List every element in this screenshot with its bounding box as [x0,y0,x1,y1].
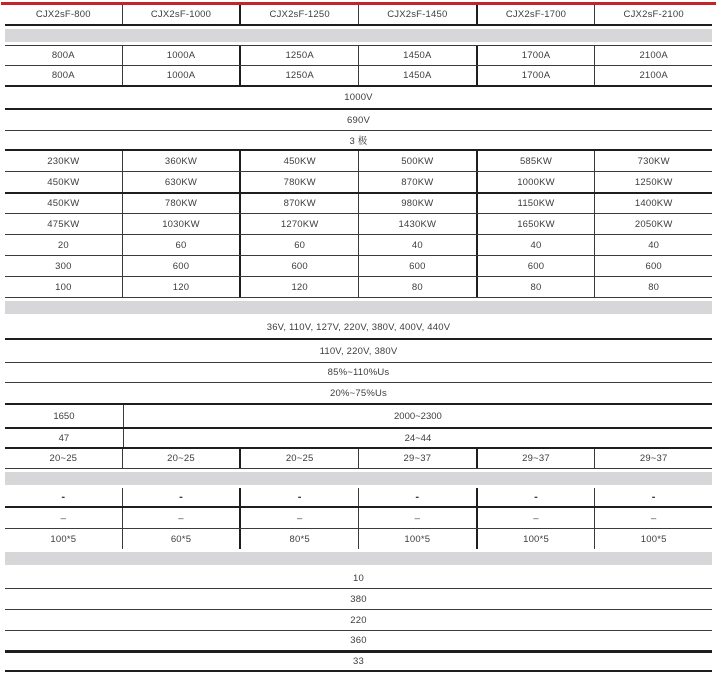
table-row [5,363,712,383]
table-cell: 80 [358,277,476,297]
header-cell: CJX2sF-2100 [594,5,712,24]
table-cell: 600 [122,256,240,276]
table-row [5,488,712,508]
table-cell: 1270KW [239,214,358,234]
table-cell: 80 [476,277,595,297]
table-cell: 40 [594,235,712,255]
table-row [5,449,712,469]
table-row [5,405,712,429]
header-cell: CJX2sF-1250 [239,5,358,24]
merged-cell: 10 [353,572,364,584]
table-cell: 2100A [594,66,712,85]
merged-cell: 85%~110%Us [327,367,390,378]
table-cell: 360KW [122,151,240,171]
table-cell: 1700A [476,46,595,65]
merged-cell: 20%~75%Us [330,387,387,399]
table-row [5,194,712,214]
header-cell: CJX2sF-800 [35,9,91,20]
header-cell: CJX2sF-1000 [122,5,240,24]
header-cell: CJX2sF-1700 [476,5,595,24]
table-cell: 300 [55,260,72,272]
table-cell: 1000A [122,66,240,85]
table-row [5,256,712,277]
table-cell: 29~37 [358,449,476,468]
table-cell: 600 [476,256,595,276]
table-cell: 600 [239,256,358,276]
table-cell: 450KW [239,151,358,171]
table-cell: 870KW [358,172,476,192]
table-cell: 475KW [47,218,80,230]
table-cell: 730KW [594,151,712,171]
row-label-cell: 47 [58,432,70,444]
merged-cell: 220 [350,614,367,626]
table-cell: 1250KW [594,172,712,192]
table-cell: - [476,488,595,506]
table-row [5,45,712,66]
merged-cell: 33 [353,656,364,667]
table-row [5,631,712,653]
table-row [5,214,712,235]
table-row [5,317,712,340]
table-cell: 800A [51,50,75,61]
table-cell: 230KW [47,155,80,167]
table-cell: 100 [55,281,72,293]
table-row [5,610,712,631]
table-cell: 1650KW [476,214,595,234]
merged-cell: 2000~2300 [123,405,712,427]
table-cell: – [476,508,595,528]
table-row [5,66,712,87]
table-cell: 80*5 [239,529,358,549]
table-cell: 20~25 [239,449,358,468]
table-row [5,235,712,256]
table-cell: – [60,512,67,524]
table-row [5,429,712,449]
table-cell: 1030KW [122,214,240,234]
table-cell: 780KW [122,194,240,213]
table-cell: - [594,488,712,506]
table-row [5,277,712,298]
table-cell: 60*5 [122,529,240,549]
table-cell: 2100A [594,46,712,65]
table-cell: 29~37 [594,449,712,468]
table-cell: 20~25 [49,453,78,464]
header-cell: CJX2sF-1450 [358,5,476,24]
table-cell: 120 [122,277,240,297]
merged-cell: 690V [347,114,370,126]
table-row [5,568,712,589]
table-cell: 1150KW [476,194,595,213]
spacer-row [5,552,712,565]
table-cell: 800A [51,70,75,81]
table-cell: 585KW [476,151,595,171]
table-cell: 630KW [122,172,240,192]
table-row [5,589,712,610]
spacer-row [5,29,712,42]
table-cell: 100*5 [50,533,77,545]
table-cell: 450KW [47,198,80,209]
table-cell: 29~37 [476,449,595,468]
table-row [5,340,712,363]
table-cell: 1000KW [476,172,595,192]
merged-cell: 3 极 [349,136,368,147]
table-cell: 870KW [239,194,358,213]
table-cell: 60 [239,235,358,255]
merged-cell: 36V, 110V, 127V, 220V, 380V, 400V, 440V [266,322,451,333]
table-cell: - [61,491,66,503]
table-cell: 120 [239,277,358,297]
merged-cell: 110V, 220V, 380V [319,345,398,357]
table-cell: – [358,508,476,528]
table-cell: - [239,488,358,506]
table-cell: 100*5 [476,529,595,549]
table-cell: 100*5 [358,529,476,549]
spec-table [5,5,712,672]
table-cell: 1430KW [358,214,476,234]
table-cell: – [239,508,358,528]
table-cell: 20 [57,239,69,251]
table-cell: 1250A [239,66,358,85]
table-cell: 60 [122,235,240,255]
table-cell: 450KW [47,176,80,188]
table-cell: 1450A [358,66,476,85]
table-cell: 1250A [239,46,358,65]
table-row [5,172,712,194]
table-cell: - [122,488,240,506]
table-cell: 600 [594,256,712,276]
table-row [5,653,712,672]
table-cell: 20~25 [122,449,240,468]
table-cell: 40 [476,235,595,255]
spacer-row [5,301,712,314]
table-cell: 100*5 [594,529,712,549]
table-cell: 1700A [476,66,595,85]
table-row [5,110,712,131]
table-row [5,508,712,529]
table-row [5,151,712,172]
table-cell: 980KW [358,194,476,213]
row-label-cell: 1650 [53,410,75,422]
table-cell: 40 [358,235,476,255]
table-cell: 1450A [358,46,476,65]
table-row [5,529,712,549]
table-cell: 780KW [239,172,358,192]
table-row [5,87,712,110]
table-row [5,131,712,151]
table-cell: 1000A [122,46,240,65]
header-row [5,5,712,26]
merged-cell: 1000V [344,92,373,103]
merged-cell: 24~44 [123,429,712,447]
table-cell: – [122,508,240,528]
table-cell: 600 [358,256,476,276]
table-cell: 1400KW [594,194,712,213]
merged-cell: 360 [350,635,367,646]
spacer-row [5,472,712,485]
table-cell: – [594,508,712,528]
table-cell: 2050KW [594,214,712,234]
table-cell: 80 [594,277,712,297]
table-row [5,383,712,405]
merged-cell: 380 [350,593,367,605]
table-cell: 500KW [358,151,476,171]
table-cell: - [358,488,476,506]
